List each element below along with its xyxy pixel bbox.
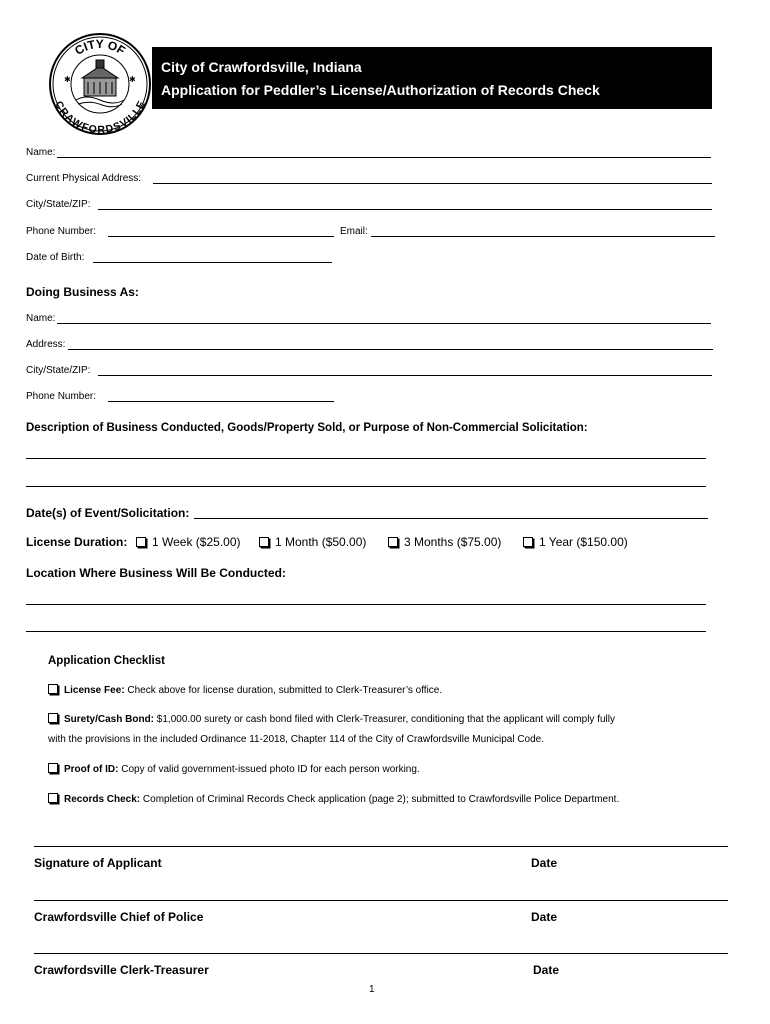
police-chief-date-label: Date	[531, 910, 558, 924]
checkbox-icon[interactable]	[48, 793, 58, 803]
checkbox-icon[interactable]	[48, 713, 58, 723]
description-heading: Description of Business Conducted, Goods/Property Sold, or Purpose of Non-Commercial Solicitation:	[26, 422, 588, 434]
applicant-address-label: Current Physical Address:	[26, 173, 142, 184]
checkbox-icon[interactable]	[136, 537, 146, 547]
applicant-email-label: Email:	[340, 226, 368, 237]
dba-address-field[interactable]	[68, 349, 713, 350]
applicant-name-label: Name:	[26, 147, 56, 158]
dba-address-label: Address:	[26, 339, 66, 350]
checkbox-icon[interactable]	[523, 537, 533, 547]
city-seal	[46, 30, 154, 138]
form-title-box	[152, 47, 712, 109]
applicant-signature-line[interactable]	[34, 846, 728, 847]
location-line-1[interactable]	[26, 604, 706, 605]
applicant-dob-label: Date of Birth:	[26, 252, 85, 263]
checklist-item-license-fee: License Fee: Check above for license duration, submitted to Clerk-Treasurer’s office.	[48, 684, 442, 697]
applicant-address-field[interactable]	[153, 183, 712, 184]
dba-city-field[interactable]	[98, 375, 712, 376]
applicant-phone-field[interactable]	[108, 236, 334, 237]
applicant-name-field[interactable]	[57, 157, 711, 158]
form-title-line2: Application for Peddler’s License/Authorization of Records Check	[161, 82, 600, 98]
dba-name-field[interactable]	[57, 323, 711, 324]
duration-option-3months[interactable]: 3 Months ($75.00)	[388, 535, 501, 549]
dates-label: Date(s) of Event/Solicitation:	[26, 506, 190, 520]
svg-text:✱: ✱	[129, 75, 136, 84]
seal-bottom-text: CRAWFORDSVILLE	[52, 99, 148, 137]
dba-city-label: City/State/ZIP:	[26, 365, 91, 376]
checkbox-icon[interactable]	[388, 537, 398, 547]
duration-label: License Duration:	[26, 535, 128, 549]
clerk-signature-label: Crawfordsville Clerk-Treasurer	[34, 963, 209, 977]
svg-text:CRAWFORDSVILLE	[52, 99, 148, 136]
applicant-email-field[interactable]	[371, 236, 715, 237]
dates-field[interactable]	[194, 518, 708, 519]
duration-option-year[interactable]: 1 Year ($150.00)	[523, 535, 628, 549]
form-title-line1: City of Crawfordsville, Indiana	[161, 59, 362, 75]
dba-name-label: Name:	[26, 313, 56, 324]
location-heading: Location Where Business Will Be Conducted:	[26, 566, 286, 580]
dba-phone-label: Phone Number:	[26, 391, 97, 402]
applicant-dob-field[interactable]	[93, 262, 332, 263]
svg-text:✱: ✱	[64, 75, 71, 84]
duration-option-month[interactable]: 1 Month ($50.00)	[259, 535, 366, 549]
checklist-item-proof-id: Proof of ID: Copy of valid government-issued photo ID for each person working.	[48, 763, 420, 776]
description-line-1[interactable]	[26, 458, 706, 459]
applicant-signature-label: Signature of Applicant	[34, 856, 162, 870]
courthouse-icon	[76, 60, 124, 107]
applicant-city-label: City/State/ZIP:	[26, 199, 91, 210]
applicant-phone-label: Phone Number:	[26, 226, 97, 237]
police-chief-signature-line[interactable]	[34, 900, 728, 901]
applicant-city-field[interactable]	[98, 209, 712, 210]
clerk-date-label: Date	[533, 963, 560, 977]
checklist-item-surety-bond-cont: with the provisions in the included Ordinance 11-2018, Chapter 114 of the City of Crawfordsville Municipal Code.	[48, 734, 545, 745]
dba-phone-field[interactable]	[108, 401, 334, 402]
applicant-date-label: Date	[531, 856, 558, 870]
clerk-signature-line[interactable]	[34, 953, 728, 954]
police-chief-signature-label: Crawfordsville Chief of Police	[34, 910, 204, 924]
seal-top-text: CITY OF	[72, 36, 128, 58]
description-line-2[interactable]	[26, 486, 706, 487]
checkbox-icon[interactable]	[259, 537, 269, 547]
location-line-2[interactable]	[26, 631, 706, 632]
checkbox-icon[interactable]	[48, 684, 58, 694]
checklist-item-surety-bond: Surety/Cash Bond: $1,000.00 surety or cash bond filed with Clerk-Treasurer, conditioning that the applicant will comply fully	[48, 713, 615, 726]
checklist-item-records-check: Records Check: Completion of Criminal Records Check application (page 2); submitted to Crawfordsville Police Department.	[48, 793, 619, 806]
checkbox-icon[interactable]	[48, 763, 58, 773]
page-number: 1	[369, 984, 375, 995]
dba-heading: Doing Business As:	[26, 285, 139, 299]
duration-option-week[interactable]: 1 Week ($25.00)	[136, 535, 241, 549]
checklist-title: Application Checklist	[48, 655, 165, 667]
